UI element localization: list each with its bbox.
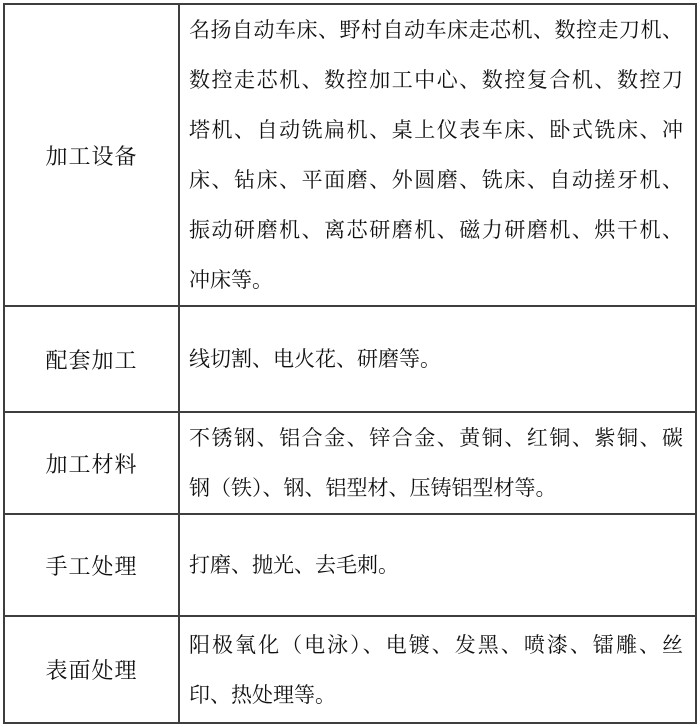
content-line: 阳极氧化（电泳）、电镀、发黑、喷漆、镭雕、丝 <box>189 632 683 657</box>
row-label-manual <box>5 515 180 615</box>
content-line: 不锈钢、铝合金、锌合金、黄铜、红铜、紫铜、碳 <box>189 426 683 450</box>
table-row-manual <box>5 513 695 615</box>
row-content-equipment <box>180 5 695 305</box>
content-line: 床、钻床、平面磨、外圆磨、铣床、自动搓牙机、 <box>189 168 683 192</box>
row-label-text: 加工设备 <box>45 143 138 169</box>
row-label-material <box>5 413 180 513</box>
row-label-support <box>5 307 180 411</box>
row-label-surface <box>5 617 180 722</box>
content-line: 冲床等。 <box>189 268 273 292</box>
content-line: 打磨、抛光、去毛刺。 <box>189 553 399 577</box>
content-line: 数控走芯机、数控加工中心、数控复合机、数控刀 <box>189 68 683 92</box>
row-label-text: 加工材料 <box>45 451 138 477</box>
row-content-material <box>180 413 695 513</box>
table-row-surface <box>5 615 695 722</box>
row-label-text: 表面处理 <box>45 658 138 683</box>
row-content-support <box>180 307 695 411</box>
capabilities-table <box>3 3 697 724</box>
content-line: 塔机、自动铣扁机、桌上仪表车床、卧式铣床、冲 <box>189 118 683 142</box>
content-line: 印、热处理等。 <box>189 682 336 707</box>
content-line: 名扬自动车床、野村自动车床走芯机、数控走刀机、 <box>189 18 683 42</box>
row-content-manual <box>180 515 695 615</box>
row-content-surface <box>180 617 695 722</box>
row-label-text: 配套加工 <box>45 347 138 373</box>
table-row-support <box>5 305 695 411</box>
row-label-equipment <box>5 5 180 305</box>
table-row-material <box>5 411 695 513</box>
content-line: 振动研磨机、离芯研磨机、磁力研磨机、烘干机、 <box>189 218 683 242</box>
content-line: 钢（铁）、钢、铝型材、压铸铝型材等。 <box>189 476 557 500</box>
row-label-text: 手工处理 <box>45 553 138 579</box>
content-line: 线切割、电火花、研磨等。 <box>189 347 441 371</box>
table-row-equipment <box>5 5 695 305</box>
